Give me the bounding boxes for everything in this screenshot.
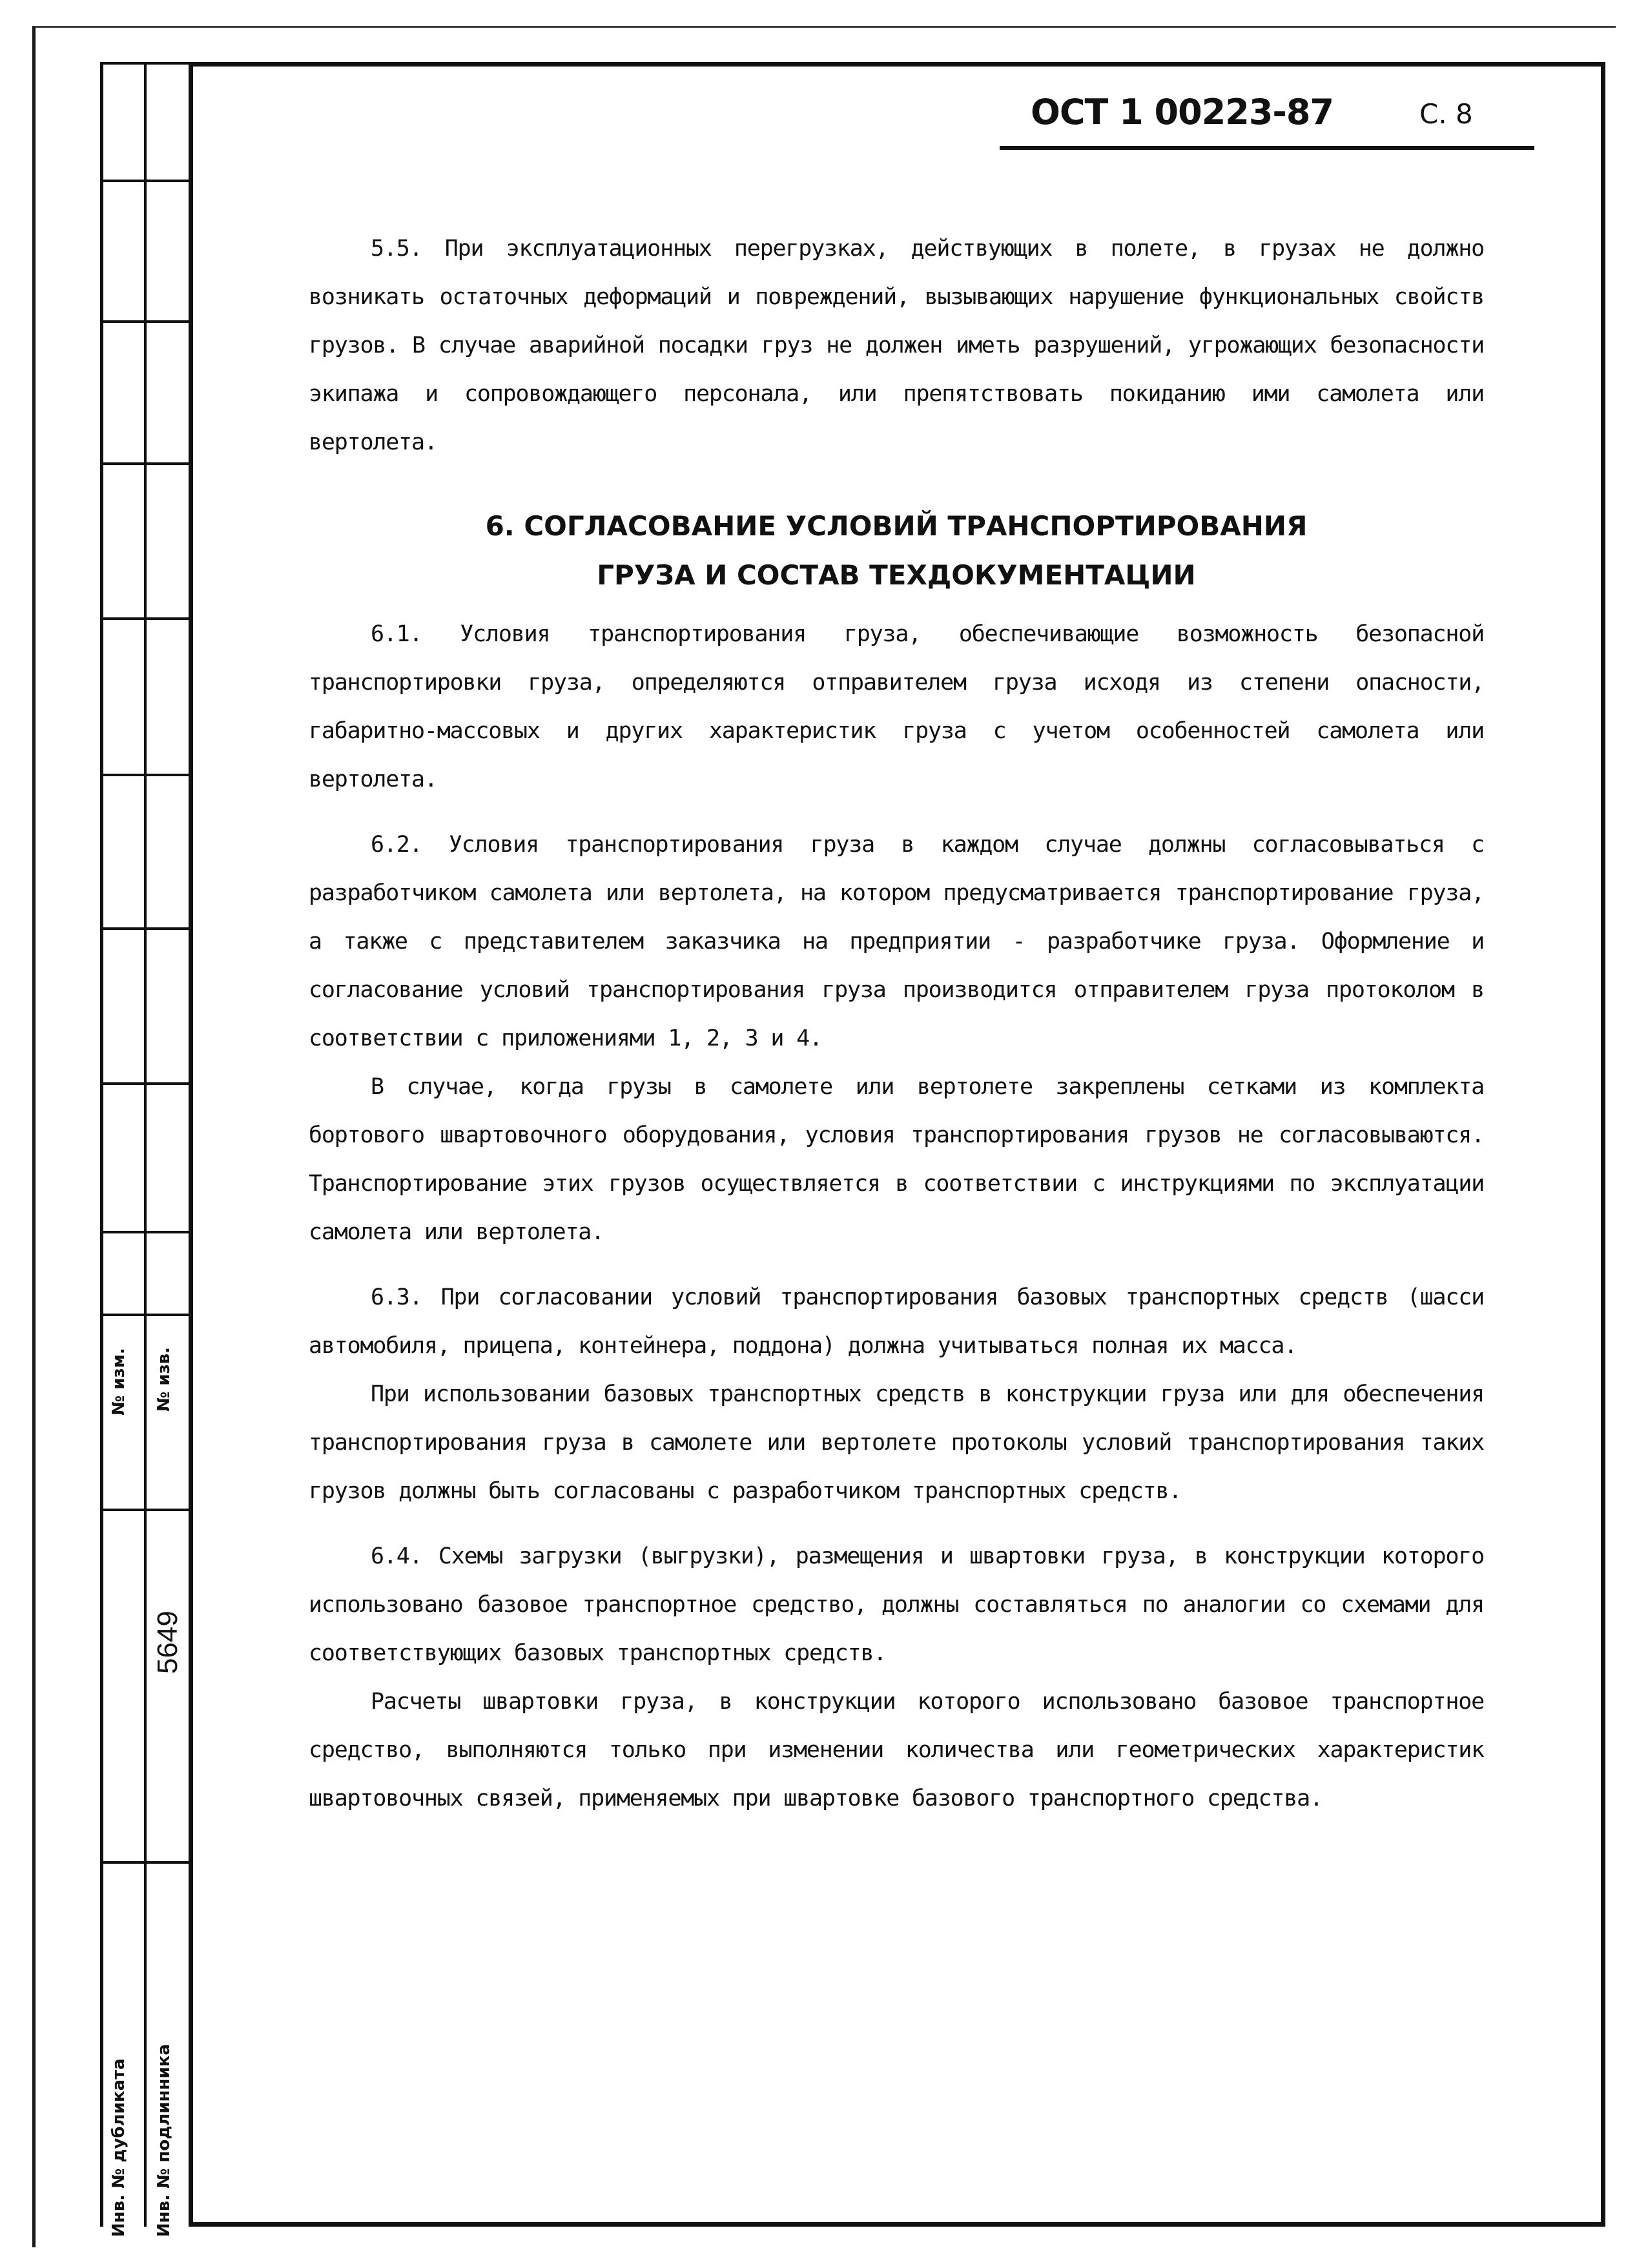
strip-divider [100, 180, 189, 182]
strip-divider [100, 62, 189, 65]
strip-column-left [100, 62, 144, 2227]
side-stamp-strip [100, 62, 189, 2237]
document-code: ОСТ 1 00223-87 [1031, 92, 1334, 132]
dublikat-label: Инв. № дубликата [109, 2058, 129, 2237]
strip-divider [100, 1314, 189, 1316]
strip-divider [100, 1082, 189, 1085]
document-body [309, 225, 1484, 1823]
paragraph-5-5: 5.5. При эксплуатационных перегрузках, действующих в полете, в грузах не должно возникать остаточных деформаций и повреждений, вызывающих нарушение функциональных свойств грузов. В случае аварийной посадки груз не должен иметь разрушений, угрожающих безопасности экипажа и сопровождающего персонала, или препятствовать покиданию ими самолета или вертолета. [309, 236, 1484, 455]
paragraph-6-4-continuation: Расчеты швартовки груза, в конструкции которого использовано базовое транспортное средство, выполняются только при изменении количества или геометрических характеристик швартовочных связей, применяемых при швартовке базового транспортного средства. [309, 1689, 1484, 1811]
section-6-heading-line-2: ГРУЗА И СОСТАВ ТЕХДОКУМЕНТАЦИИ [597, 559, 1196, 591]
inventory-number: 5649 [152, 1611, 183, 1674]
strip-divider [100, 927, 189, 930]
izv-label: № изв. [154, 1347, 174, 1412]
section-6-heading-line-1: 6. СОГЛАСОВАНИЕ УСЛОВИЙ ТРАНСПОРТИРОВАНИЯ [485, 510, 1308, 542]
izm-label: № изм. [109, 1348, 129, 1416]
paragraph-6-3-continuation: При использовании базовых транспортных средств в конструкции груза или для обеспечения транспортирования груза в самолете или вертолете протоколы условий транспортирования таких грузов должны быть согласованы с разработчиком транспортных средств. [309, 1381, 1484, 1504]
strip-divider [100, 320, 189, 323]
strip-divider [100, 462, 189, 465]
strip-divider [100, 1509, 189, 1511]
strip-divider [100, 1231, 189, 1233]
page-number: С. 8 [1419, 98, 1473, 130]
paragraph-6-4: 6.4. Схемы загрузки (выгрузки), размещения и швартовки груза, в конструкции которого использовано базовое транспортное средство, должны составляться по аналогии со схемами для соответствующих базовых транспортных средств. [309, 1543, 1484, 1666]
page-header [1000, 92, 1534, 150]
strip-column-right [144, 62, 188, 2227]
paragraph-6-3: 6.3. При согласовании условий транспортирования базовых транспортных средств (шасси автомобиля, прицепа, контейнера, поддона) должна учитываться полная их масса. [309, 1284, 1484, 1359]
paragraph-6-2-continuation: В случае, когда грузы в самолете или вертолете закреплены сетками из комплекта бортового швартовочного оборудования, условия транспортирования грузов не согласовываются. Транспортирование этих грузов осуществляется в соответствии с инструкциями по эксплуатации самолета или вертолета. [309, 1074, 1484, 1245]
strip-divider [100, 774, 189, 776]
paragraph-6-2: 6.2. Условия транспортирования груза в каждом случае должны согласовываться с разработчиком самолета или вертолета, на котором предусматривается транспортирование груза, а также с представителем заказчика на предприятии - разработчике груза. Оформление и согласование условий транспортирования груза производится отправителем груза протоколом в соответствии с приложениями 1, 2, 3 и 4. [309, 832, 1484, 1051]
paragraph-6-1: 6.1. Условия транспортирования груза, обеспечивающие возможность безопасной транспортировки груза, определяются отправителем груза исходя из степени опасности, габаритно-массовых и других характеристик груза с учетом особенностей самолета или вертолета. [309, 621, 1484, 792]
section-6-heading [309, 502, 1484, 600]
podlinnik-label: Инв. № подлинника [154, 2044, 174, 2237]
strip-divider [100, 617, 189, 620]
strip-divider [100, 1861, 189, 1864]
